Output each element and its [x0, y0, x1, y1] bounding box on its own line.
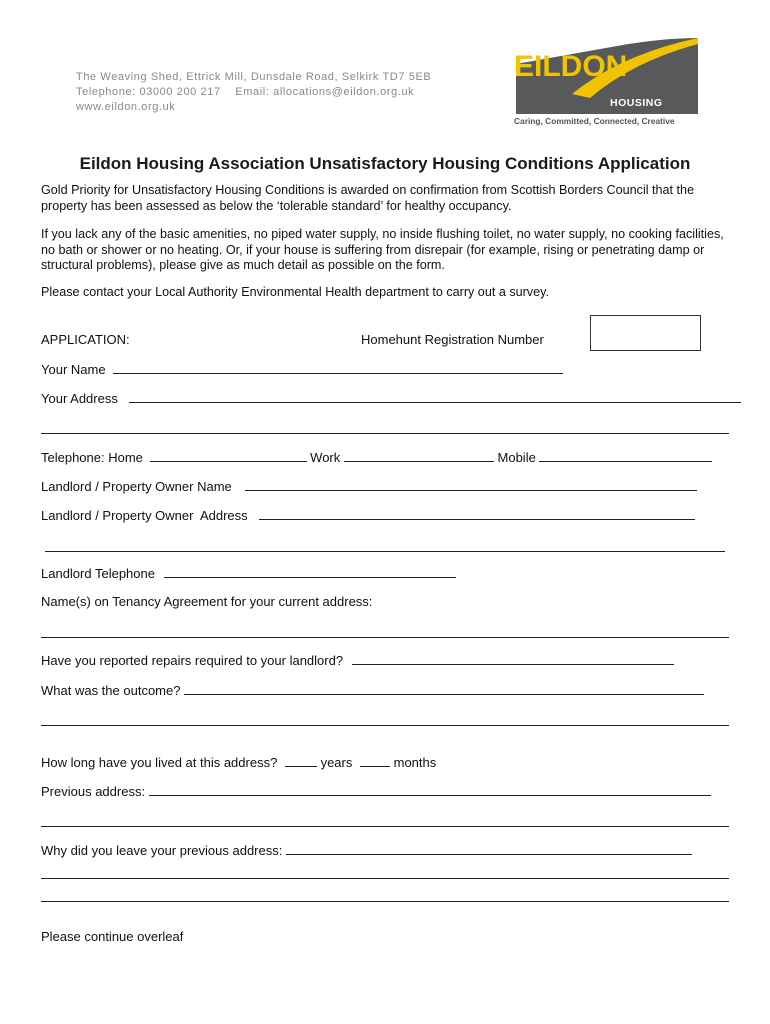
header-website: www.eildon.org.uk	[76, 101, 176, 113]
tel-work-field[interactable]	[344, 449, 494, 462]
landlord-name-field[interactable]	[245, 478, 697, 491]
previous-address-label: Previous address:	[41, 784, 146, 799]
your-name-field[interactable]	[113, 361, 563, 374]
your-address-field[interactable]	[129, 390, 741, 403]
your-name-label: Your Name	[41, 362, 106, 377]
repairs-row	[41, 652, 674, 669]
your-address-row	[41, 390, 741, 407]
eildon-logo	[512, 34, 702, 130]
how-long-row	[41, 754, 436, 771]
page-title: Eildon Housing Association Unsatisfactory Housing Conditions Application	[79, 154, 691, 173]
tenancy-names-label: Name(s) on Tenancy Agreement for your current address:	[41, 594, 373, 609]
logo-brand-text: EILDON	[514, 50, 628, 83]
landlord-name-label: Landlord / Property Owner Name	[41, 479, 232, 494]
header-address: The Weaving Shed, Ettrick Mill, Dunsdale Road, Selkirk TD7 5EB	[76, 71, 432, 83]
repairs-field[interactable]	[352, 652, 674, 665]
intro-paragraph-2: If you lack any of the basic amenities, no piped water supply, no inside flushing toilet, no water supply, no cooking facilities, no bath or shower or no heating. Or, if your house is suffering from disrepair (for example, rising or penetrating damp or structural problems), please give as much detail as possible on the form.	[41, 227, 724, 272]
tel-home-field[interactable]	[150, 449, 307, 462]
outcome-label: What was the outcome?	[41, 683, 181, 698]
how-long-label: How long have you lived at this address?	[41, 755, 278, 770]
logo-tagline: Caring, Committed, Connected, Creative	[514, 116, 675, 126]
continue-overleaf: Please continue overleaf	[41, 929, 184, 944]
landlord-address-field[interactable]	[259, 507, 695, 520]
repairs-label: Have you reported repairs required to your landlord?	[41, 653, 344, 668]
your-address-line-2[interactable]	[41, 433, 729, 434]
years-label: years	[320, 755, 353, 770]
logo-sub-text: HOUSING	[610, 97, 663, 109]
landlord-telephone-row	[41, 565, 456, 582]
outcome-row	[41, 682, 704, 699]
landlord-address-label: Landlord / Property Owner Address	[41, 508, 248, 523]
outcome-line-2[interactable]	[41, 725, 729, 726]
header-contact: Telephone: 03000 200 217 Email: allocations@eildon.org.uk	[76, 86, 415, 98]
landlord-name-row	[41, 478, 697, 495]
intro-paragraph-3: Please contact your Local Authority Environmental Health department to carry out a survey.	[41, 285, 549, 299]
header-contact-block	[76, 70, 431, 115]
your-name-row	[41, 361, 563, 378]
eildon-logo-mark	[512, 34, 702, 130]
tel-work-label: Work	[310, 450, 341, 465]
months-field[interactable]	[360, 754, 390, 767]
intro-paragraph-1: Gold Priority for Unsatisfactory Housing Conditions is awarded on confirmation from Scottish Borders Council that the property has been assessed as below the ‘tolerable standard’ for healthy occupancy.	[41, 183, 695, 213]
homehunt-label: Homehunt Registration Number	[361, 332, 544, 347]
why-leave-row	[41, 842, 692, 859]
tel-home-label: Telephone: Home	[41, 450, 143, 465]
landlord-telephone-label: Landlord Telephone	[41, 566, 155, 581]
landlord-address-row	[41, 507, 695, 524]
previous-address-row	[41, 783, 711, 800]
tel-mobile-label: Mobile	[497, 450, 536, 465]
why-leave-line-2[interactable]	[41, 878, 729, 879]
why-leave-field[interactable]	[286, 842, 692, 855]
your-address-label: Your Address	[41, 391, 118, 406]
homehunt-number-box[interactable]	[590, 315, 701, 351]
landlord-address-line-2[interactable]	[45, 551, 725, 552]
previous-address-line-2[interactable]	[41, 826, 729, 827]
tel-mobile-field[interactable]	[539, 449, 712, 462]
tenancy-names-field[interactable]	[41, 637, 729, 638]
outcome-field[interactable]	[184, 682, 704, 695]
landlord-telephone-field[interactable]	[164, 565, 456, 578]
previous-address-field[interactable]	[149, 783, 711, 796]
years-field[interactable]	[285, 754, 317, 767]
why-leave-line-3[interactable]	[41, 901, 729, 902]
why-leave-label: Why did you leave your previous address:	[41, 843, 283, 858]
months-label: months	[393, 755, 437, 770]
telephone-row	[41, 449, 712, 466]
application-label: APPLICATION:	[41, 332, 130, 347]
